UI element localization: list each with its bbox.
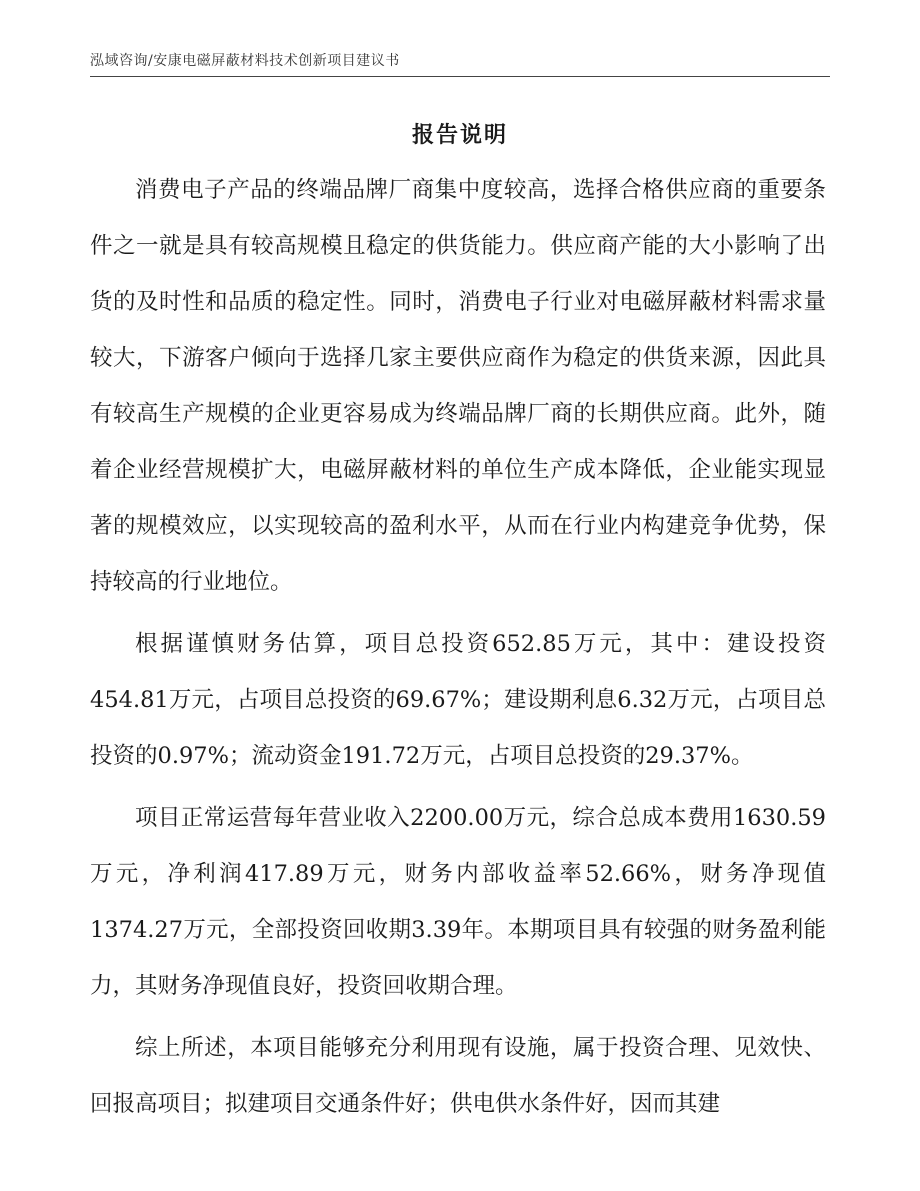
paragraph-market-overview: 消费电子产品的终端品牌厂商集中度较高，选择合格供应商的重要条件之一就是具有较高规模且稳定的供货能力。供应商产能的大小影响了出货的及时性和品质的稳定性。同时，消费电子行业对电磁屏蔽材料需求量较大，下游客户倾向于选择几家主要供应商作为稳定的供货来源，因此具有较高生产规模的企业更容易成为终端品牌厂商的长期供应商。此外，随着企业经营规模扩大，电磁屏蔽材料的单位生产成本降低，企业能实现显著的规模效应，以实现较高的盈利水平，从而在行业内构建竞争优势，保持较高的行业地位。 xyxy=(90,177,826,595)
paragraph-investment-estimate: 根据谨慎财务估算，项目总投资652.85万元，其中：建设投资454.81万元，占项目总投资的69.67%；建设期利息6.32万元，占项目总投资的0.97%；流动资金191.72万元，占项目总投资的29.37%。 xyxy=(90,631,826,769)
paragraph-operating-returns: 项目正常运营每年营业收入2200.00万元，综合总成本费用1630.59万元，净利润417.89万元，财务内部收益率52.66%，财务净现值1374.27万元，全部投资回收期3.39年。本期项目具有较强的财务盈利能力，其财务净现值良好，投资回收期合理。 xyxy=(90,805,826,999)
header-divider xyxy=(90,76,830,77)
paragraph-conclusion: 综上所述，本项目能够充分利用现有设施，属于投资合理、见效快、回报高项目；拟建项目交通条件好；供电供水条件好，因而其建 xyxy=(90,1035,826,1117)
running-header: 泓域咨询/安康电磁屏蔽材料技术创新项目建议书 xyxy=(90,53,400,69)
page-title: 报告说明 xyxy=(411,123,508,148)
report-body xyxy=(90,162,826,1138)
